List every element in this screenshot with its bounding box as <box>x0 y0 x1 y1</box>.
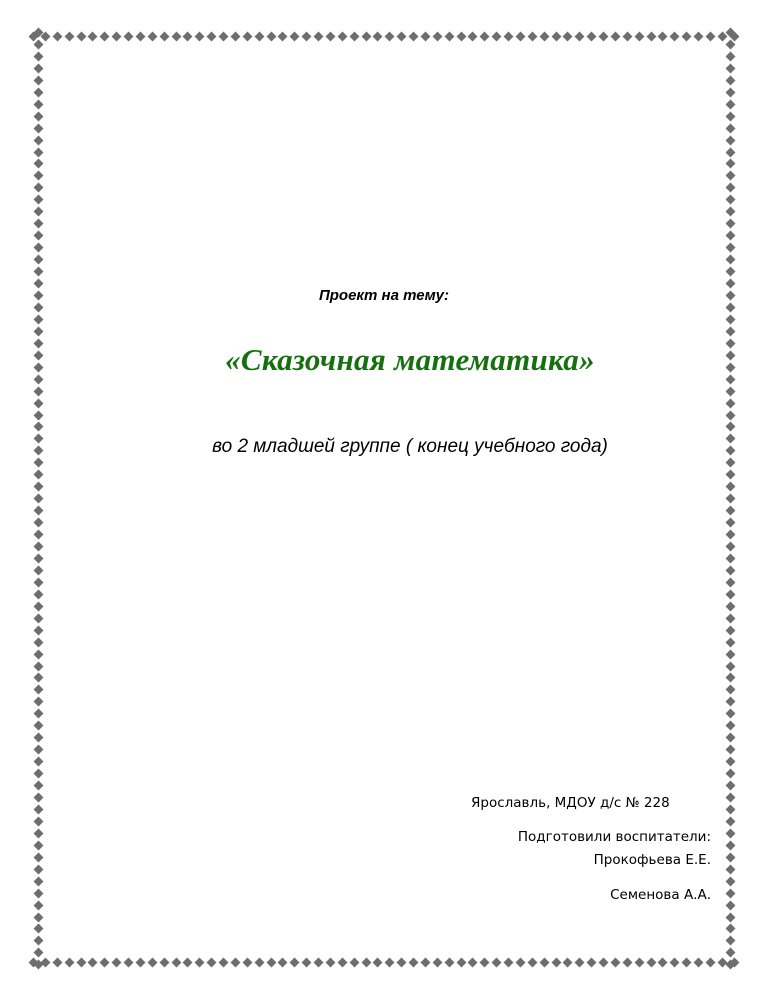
diamond-icon <box>349 31 359 41</box>
diamond-icon <box>725 111 735 121</box>
diamond-icon <box>33 649 43 659</box>
diamond-icon <box>725 63 735 73</box>
diamond-icon <box>33 864 43 874</box>
diamond-icon <box>670 31 680 41</box>
diamond-icon <box>725 757 735 767</box>
prepared-by-label: Подготовили воспитатели: <box>517 829 711 845</box>
diamond-icon <box>33 171 43 181</box>
diamond-icon <box>504 31 514 41</box>
diamond-icon <box>725 458 735 468</box>
diamond-icon <box>725 518 735 528</box>
diamond-icon <box>33 888 43 898</box>
diamond-icon <box>290 957 300 967</box>
diamond-icon <box>725 195 735 205</box>
diamond-icon <box>725 888 735 898</box>
diamond-icon <box>725 565 735 575</box>
diamond-icon <box>33 924 43 934</box>
project-title: «Сказочная математика» <box>225 342 595 377</box>
diamond-icon <box>76 957 86 967</box>
diamond-icon <box>33 99 43 109</box>
diamond-icon <box>33 673 43 683</box>
diamond-icon <box>725 577 735 587</box>
diamond-icon <box>682 957 692 967</box>
diamond-icon <box>725 625 735 635</box>
diamond-icon <box>468 957 478 967</box>
diamond-icon <box>33 577 43 587</box>
diamond-icon <box>563 31 573 41</box>
diamond-icon <box>52 957 62 967</box>
diamond-icon <box>725 936 735 946</box>
diamond-icon <box>314 957 324 967</box>
diamond-icon <box>468 31 478 41</box>
diamond-icon <box>112 31 122 41</box>
diamond-icon <box>88 31 98 41</box>
diamond-icon <box>725 721 735 731</box>
diamond-icon <box>64 31 74 41</box>
diamond-icon <box>33 948 43 958</box>
diamond-icon <box>278 957 288 967</box>
diamond-icon <box>622 31 632 41</box>
diamond-icon <box>219 957 229 967</box>
diamond-icon <box>33 936 43 946</box>
diamond-icon <box>33 553 43 563</box>
diamond-icon <box>725 960 735 970</box>
diamond-icon <box>33 267 43 277</box>
diamond-icon <box>207 957 217 967</box>
diamond-icon <box>725 733 735 743</box>
diamond-icon <box>725 661 735 671</box>
diamond-icon <box>705 957 715 967</box>
diamond-icon <box>337 31 347 41</box>
diamond-icon <box>725 207 735 217</box>
diamond-icon <box>33 506 43 516</box>
diamond-icon <box>725 99 735 109</box>
diamond-icon <box>33 195 43 205</box>
diamond-icon <box>33 147 43 157</box>
diamond-icon <box>725 601 735 611</box>
diamond-icon <box>725 816 735 826</box>
page-border-left <box>31 29 45 969</box>
diamond-icon <box>33 183 43 193</box>
diamond-icon <box>725 482 735 492</box>
diamond-icon <box>725 75 735 85</box>
project-topic-label: Проект на тему: <box>318 287 450 304</box>
diamond-icon <box>33 326 43 336</box>
diamond-icon <box>33 40 43 50</box>
diamond-icon <box>33 709 43 719</box>
diamond-icon <box>725 314 735 324</box>
diamond-icon <box>266 957 276 967</box>
diamond-icon <box>527 31 537 41</box>
diamond-icon <box>725 219 735 229</box>
diamond-icon <box>725 171 735 181</box>
diamond-icon <box>725 613 735 623</box>
diamond-icon <box>539 31 549 41</box>
diamond-icon <box>599 31 609 41</box>
diamond-icon <box>456 957 466 967</box>
diamond-icon <box>33 781 43 791</box>
diamond-icon <box>100 957 110 967</box>
diamond-icon <box>444 31 454 41</box>
diamond-icon <box>725 745 735 755</box>
diamond-icon <box>622 957 632 967</box>
diamond-icon <box>725 793 735 803</box>
diamond-icon <box>33 159 43 169</box>
diamond-icon <box>373 31 383 41</box>
diamond-icon <box>725 876 735 886</box>
diamond-icon <box>373 957 383 967</box>
diamond-icon <box>33 805 43 815</box>
diamond-icon <box>33 745 43 755</box>
diamond-icon <box>725 649 735 659</box>
diamond-icon <box>33 207 43 217</box>
diamond-icon <box>725 840 735 850</box>
diamond-icon <box>480 31 490 41</box>
diamond-icon <box>515 957 525 967</box>
diamond-icon <box>725 255 735 265</box>
diamond-icon <box>33 28 43 38</box>
diamond-icon <box>33 912 43 922</box>
diamond-icon <box>725 231 735 241</box>
diamond-icon <box>725 589 735 599</box>
diamond-icon <box>112 957 122 967</box>
diamond-icon <box>385 957 395 967</box>
diamond-icon <box>33 757 43 767</box>
diamond-icon <box>725 159 735 169</box>
diamond-icon <box>725 948 735 958</box>
diamond-icon <box>33 123 43 133</box>
diamond-icon <box>515 31 525 41</box>
diamond-icon <box>33 243 43 253</box>
diamond-icon <box>725 673 735 683</box>
diamond-icon <box>420 957 430 967</box>
diamond-icon <box>725 470 735 480</box>
diamond-icon <box>725 553 735 563</box>
diamond-icon <box>33 589 43 599</box>
diamond-icon <box>159 31 169 41</box>
diamond-icon <box>539 957 549 967</box>
diamond-icon <box>254 31 264 41</box>
diamond-icon <box>33 135 43 145</box>
diamond-icon <box>33 219 43 229</box>
diamond-icon <box>230 31 240 41</box>
diamond-icon <box>587 31 597 41</box>
diamond-icon <box>195 31 205 41</box>
diamond-icon <box>725 769 735 779</box>
diamond-icon <box>33 816 43 826</box>
diamond-icon <box>610 31 620 41</box>
diamond-icon <box>33 494 43 504</box>
diamond-icon <box>694 957 704 967</box>
diamond-icon <box>33 255 43 265</box>
diamond-icon <box>725 924 735 934</box>
teacher-name: Семенова А.А. <box>610 887 711 903</box>
diamond-icon <box>725 51 735 61</box>
diamond-icon <box>302 957 312 967</box>
diamond-icon <box>33 314 43 324</box>
diamond-icon <box>725 267 735 277</box>
diamond-icon <box>33 398 43 408</box>
diamond-icon <box>725 852 735 862</box>
diamond-icon <box>33 637 43 647</box>
diamond-icon <box>420 31 430 41</box>
diamond-icon <box>171 957 181 967</box>
diamond-icon <box>33 470 43 480</box>
page-border-top <box>30 29 738 43</box>
diamond-icon <box>725 28 735 38</box>
diamond-icon <box>290 31 300 41</box>
diamond-icon <box>147 957 157 967</box>
diamond-icon <box>599 957 609 967</box>
diamond-icon <box>725 864 735 874</box>
diamond-icon <box>725 637 735 647</box>
diamond-icon <box>314 31 324 41</box>
diamond-icon <box>33 386 43 396</box>
diamond-icon <box>682 31 692 41</box>
diamond-icon <box>52 31 62 41</box>
diamond-icon <box>349 957 359 967</box>
diamond-icon <box>33 793 43 803</box>
diamond-icon <box>725 900 735 910</box>
diamond-icon <box>725 912 735 922</box>
diamond-icon <box>725 697 735 707</box>
diamond-icon <box>725 183 735 193</box>
diamond-icon <box>33 542 43 552</box>
diamond-icon <box>33 697 43 707</box>
diamond-icon <box>725 147 735 157</box>
diamond-icon <box>33 960 43 970</box>
diamond-icon <box>658 31 668 41</box>
diamond-icon <box>33 769 43 779</box>
diamond-icon <box>33 876 43 886</box>
diamond-icon <box>725 542 735 552</box>
diamond-icon <box>409 31 419 41</box>
diamond-icon <box>124 957 134 967</box>
diamond-icon <box>725 805 735 815</box>
diamond-icon <box>725 123 735 133</box>
diamond-icon <box>361 957 371 967</box>
diamond-icon <box>135 957 145 967</box>
diamond-icon <box>432 31 442 41</box>
diamond-icon <box>33 601 43 611</box>
diamond-icon <box>135 31 145 41</box>
diamond-icon <box>634 31 644 41</box>
diamond-icon <box>444 957 454 967</box>
diamond-icon <box>694 31 704 41</box>
diamond-icon <box>171 31 181 41</box>
diamond-icon <box>409 957 419 967</box>
diamond-icon <box>634 957 644 967</box>
diamond-icon <box>33 613 43 623</box>
diamond-icon <box>725 709 735 719</box>
diamond-icon <box>33 900 43 910</box>
diamond-icon <box>33 625 43 635</box>
diamond-icon <box>563 957 573 967</box>
diamond-icon <box>725 386 735 396</box>
diamond-icon <box>725 326 735 336</box>
diamond-icon <box>397 31 407 41</box>
diamond-icon <box>492 31 502 41</box>
diamond-icon <box>610 957 620 967</box>
diamond-icon <box>159 957 169 967</box>
teacher-name: Прокофьева Е.Е. <box>593 852 711 868</box>
diamond-icon <box>725 506 735 516</box>
diamond-icon <box>33 565 43 575</box>
diamond-icon <box>725 530 735 540</box>
diamond-icon <box>575 31 585 41</box>
diamond-icon <box>88 957 98 967</box>
diamond-icon <box>33 410 43 420</box>
diamond-icon <box>325 31 335 41</box>
diamond-icon <box>705 31 715 41</box>
diamond-icon <box>725 828 735 838</box>
diamond-icon <box>64 957 74 967</box>
project-subtitle: во 2 младшей группе ( конец учебного года) <box>212 436 608 457</box>
diamond-icon <box>551 31 561 41</box>
diamond-icon <box>575 957 585 967</box>
diamond-icon <box>587 957 597 967</box>
diamond-icon <box>33 458 43 468</box>
diamond-icon <box>725 243 735 253</box>
page-border-bottom <box>30 955 738 969</box>
diamond-icon <box>492 957 502 967</box>
diamond-icon <box>725 494 735 504</box>
diamond-icon <box>33 840 43 850</box>
diamond-icon <box>266 31 276 41</box>
diamond-icon <box>230 957 240 967</box>
diamond-icon <box>33 111 43 121</box>
diamond-icon <box>337 957 347 967</box>
diamond-icon <box>302 31 312 41</box>
diamond-icon <box>325 957 335 967</box>
diamond-icon <box>670 957 680 967</box>
diamond-icon <box>124 31 134 41</box>
diamond-icon <box>33 75 43 85</box>
diamond-icon <box>397 957 407 967</box>
diamond-icon <box>33 721 43 731</box>
diamond-icon <box>725 781 735 791</box>
diamond-icon <box>254 957 264 967</box>
diamond-icon <box>725 422 735 432</box>
diamond-icon <box>725 40 735 50</box>
diamond-icon <box>385 31 395 41</box>
diamond-icon <box>646 31 656 41</box>
diamond-icon <box>432 957 442 967</box>
diamond-icon <box>147 31 157 41</box>
diamond-icon <box>33 733 43 743</box>
diamond-icon <box>33 530 43 540</box>
city-organization: Ярославль, МДОУ д/с № 228 <box>471 795 670 811</box>
diamond-icon <box>504 957 514 967</box>
diamond-icon <box>527 957 537 967</box>
diamond-icon <box>551 957 561 967</box>
diamond-icon <box>361 31 371 41</box>
diamond-icon <box>33 661 43 671</box>
diamond-icon <box>183 957 193 967</box>
diamond-icon <box>33 852 43 862</box>
diamond-icon <box>658 957 668 967</box>
diamond-icon <box>33 482 43 492</box>
diamond-icon <box>33 87 43 97</box>
diamond-icon <box>195 957 205 967</box>
diamond-icon <box>646 957 656 967</box>
page-border-right <box>723 29 737 969</box>
diamond-icon <box>725 87 735 97</box>
diamond-icon <box>219 31 229 41</box>
diamond-icon <box>242 31 252 41</box>
diamond-icon <box>242 957 252 967</box>
diamond-icon <box>456 31 466 41</box>
diamond-icon <box>725 135 735 145</box>
diamond-icon <box>183 31 193 41</box>
diamond-icon <box>100 31 110 41</box>
diamond-icon <box>278 31 288 41</box>
diamond-icon <box>480 957 490 967</box>
diamond-icon <box>33 231 43 241</box>
diamond-icon <box>725 685 735 695</box>
diamond-icon <box>207 31 217 41</box>
diamond-icon <box>725 398 735 408</box>
diamond-icon <box>33 51 43 61</box>
diamond-icon <box>33 63 43 73</box>
diamond-icon <box>33 685 43 695</box>
diamond-icon <box>725 410 735 420</box>
diamond-icon <box>33 422 43 432</box>
diamond-icon <box>76 31 86 41</box>
diamond-icon <box>33 518 43 528</box>
diamond-icon <box>33 828 43 838</box>
